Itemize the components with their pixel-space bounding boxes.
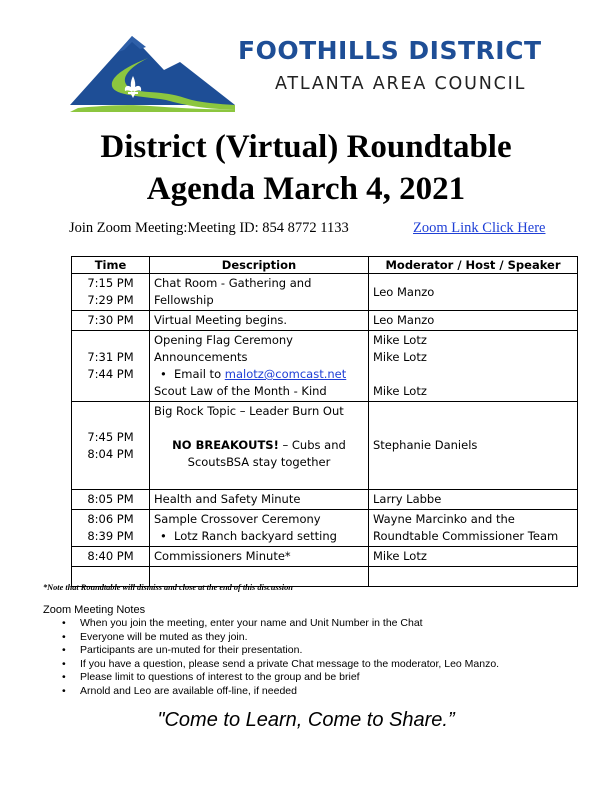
page-title-line2: Agenda March 4, 2021 xyxy=(146,171,466,207)
list-item: • Please limit to questions of interest to the group and be brief xyxy=(62,671,499,685)
breakouts-bold: NO BREAKOUTS! xyxy=(172,438,279,452)
description-bullet: • Lotz Ranch backyard setting xyxy=(154,528,364,545)
start-time: 8:06 PM xyxy=(87,512,134,526)
council-name: ATLANTA AREA COUNCIL xyxy=(275,74,527,94)
time-cell xyxy=(72,274,150,311)
notes-title: Zoom Meeting Notes xyxy=(43,604,146,616)
moderator-line: Mike Lotz xyxy=(373,384,427,398)
page-title-line1: District (Virtual) Roundtable xyxy=(100,129,512,165)
agenda-table xyxy=(71,256,578,587)
spacer xyxy=(154,471,364,488)
spacer xyxy=(373,366,573,383)
list-item: • When you join the meeting, enter your name and Unit Number in the Chat xyxy=(62,617,499,631)
table-row xyxy=(72,274,578,311)
moderator-cell: Larry Labbe xyxy=(369,490,578,510)
moderator-cell: Stephanie Daniels xyxy=(369,402,578,490)
time-cell: 7:30 PM xyxy=(72,311,150,331)
start-time: 7:15 PM xyxy=(87,276,134,290)
table-header-row xyxy=(72,257,578,274)
end-time: 8:04 PM xyxy=(87,446,134,461)
column-header-moderator: Moderator / Host / Speaker xyxy=(369,257,578,274)
description-cell: Chat Room - Gathering and Fellowship xyxy=(150,274,369,311)
list-item: • Participants are un-muted for their presentation. xyxy=(62,644,499,658)
description-cell xyxy=(150,331,369,402)
list-item: • Everyone will be muted as they join. xyxy=(62,631,499,645)
spacer xyxy=(154,420,364,437)
start-time: 7:31 PM xyxy=(87,350,134,364)
description-cell xyxy=(150,402,369,490)
org-name: FOOTHILLS DISTRICT xyxy=(238,36,542,65)
description-line: Big Rock Topic – Leader Burn Out xyxy=(154,404,344,418)
meeting-id-text: Join Zoom Meeting:Meeting ID: 854 8772 1133 xyxy=(69,220,349,236)
description-cell: Virtual Meeting begins. xyxy=(150,311,369,331)
end-time: 7:44 PM xyxy=(87,367,134,381)
motto: "Come to Learn, Come to Share.” xyxy=(157,709,455,731)
moderator-cell: Wayne Marcinko and the Roundtable Commissioner Team xyxy=(369,510,578,547)
time-cell: 8:05 PM xyxy=(72,490,150,510)
breakouts-note xyxy=(154,437,364,471)
moderator-cell xyxy=(369,331,578,402)
table-row xyxy=(72,311,578,331)
table-row xyxy=(72,402,578,490)
moderator-cell: Leo Manzo xyxy=(369,274,578,311)
moderator-line: Mike Lotz xyxy=(373,350,427,364)
moderator-line: Mike Lotz xyxy=(373,333,427,347)
empty-cell xyxy=(369,567,578,587)
table-row xyxy=(72,490,578,510)
description-cell: Health and Safety Minute xyxy=(150,490,369,510)
description-line: Scout Law of the Month - Kind xyxy=(154,384,327,398)
email-bullet xyxy=(154,366,364,383)
end-time: 8:39 PM xyxy=(87,529,134,543)
time-cell: 8:40 PM xyxy=(72,547,150,567)
table-row xyxy=(72,331,578,402)
moderator-cell: Leo Manzo xyxy=(369,311,578,331)
notes-list xyxy=(62,617,499,698)
table-row xyxy=(72,510,578,547)
column-header-time: Time xyxy=(72,257,150,274)
email-link[interactable]: malotz@comcast.net xyxy=(224,367,347,381)
time-cell xyxy=(72,510,150,547)
email-prefix: Email to xyxy=(174,367,225,381)
list-item: • Arnold and Leo are available off-line, if needed xyxy=(62,685,499,699)
end-time: 7:29 PM xyxy=(87,293,134,307)
time-cell xyxy=(72,331,150,402)
description-cell: Commissioners Minute* xyxy=(150,547,369,567)
breakouts-rest: – Cubs and ScoutsBSA stay together xyxy=(187,438,346,469)
zoom-link[interactable]: Zoom Link Click Here xyxy=(413,220,546,236)
description-cell xyxy=(150,510,369,547)
mountain-logo xyxy=(70,30,235,112)
column-header-description: Description xyxy=(150,257,369,274)
description-line: Announcements xyxy=(154,350,248,364)
moderator-cell: Mike Lotz xyxy=(369,547,578,567)
start-time: 7:45 PM xyxy=(87,429,134,444)
list-item: • If you have a question, please send a private Chat message to the moderator, Leo Manzo. xyxy=(62,658,499,672)
footnote: *Note that Roundtable will dismiss and close at the end of this discussion xyxy=(43,583,293,592)
table-row xyxy=(72,547,578,567)
description-line: Sample Crossover Ceremony xyxy=(154,512,321,526)
time-cell xyxy=(72,402,150,490)
description-line: Opening Flag Ceremony xyxy=(154,333,293,347)
